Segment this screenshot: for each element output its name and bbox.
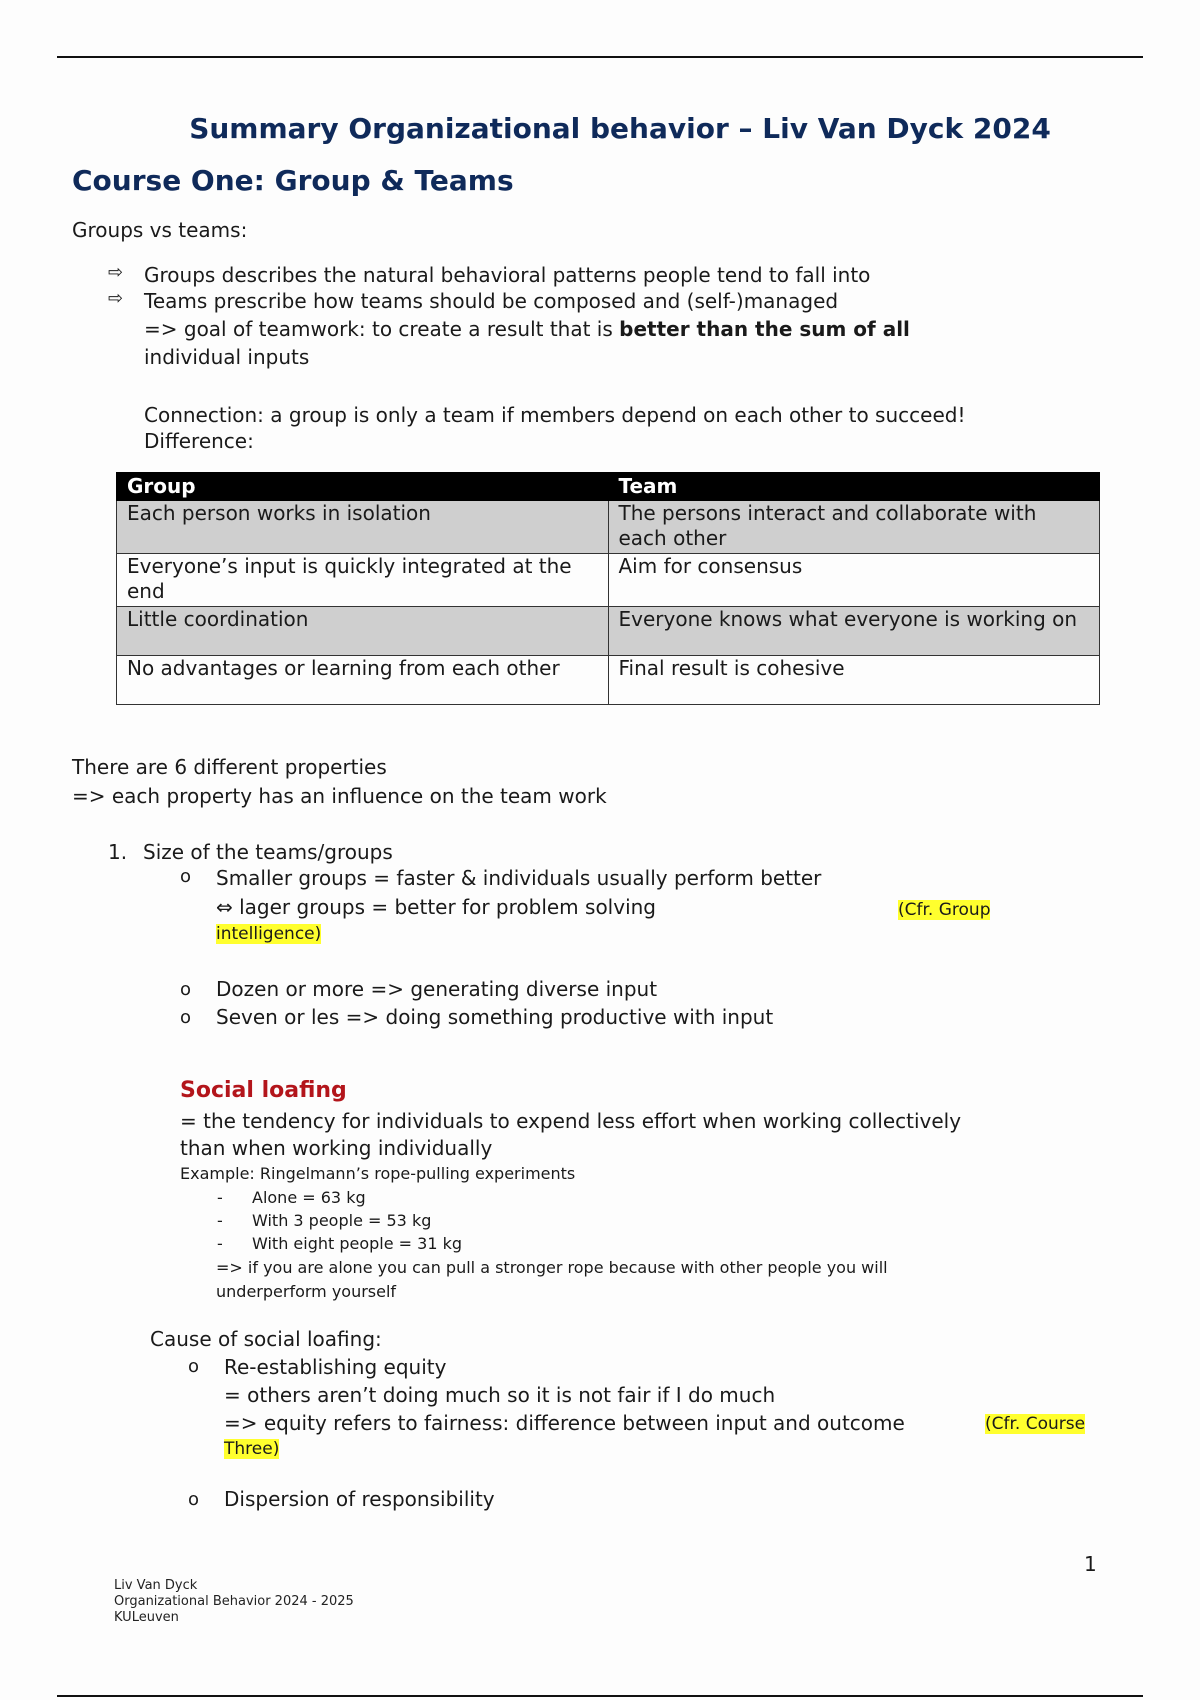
table-cell: Each person works in isolation [117,501,609,554]
dash-bullet-icon: - [217,1188,223,1207]
cfr-highlight: intelligence) [216,924,322,944]
bullet-groups: Groups describes the natural behavioral patterns people tend to fall into [144,263,871,287]
loafing-example: Example: Ringelmann’s rope-pulling experiments [180,1164,576,1183]
goal-bold: better than the sum of all [619,317,910,341]
properties-line2: => each property has an influence on the team work [72,784,607,808]
table-cell: Everyone knows what everyone is working on [608,607,1100,656]
loafing-definition: = the tendency for individuals to expend less effort when working collectively [180,1109,962,1133]
circle-bullet-icon: o [180,979,192,1000]
size-heading: Size of the teams/groups [143,840,393,864]
list-number: 1. [108,840,128,864]
intro-text: Groups vs teams: [72,218,248,242]
cfr-highlight: (Cfr. Course [985,1414,1086,1434]
footer-university: KULeuven [114,1610,179,1625]
table-row [117,501,1100,554]
table-cell: The persons interact and collaborate with each other [608,501,1100,554]
footer-course: Organizational Behavior 2024 - 2025 [114,1594,354,1609]
cfr-highlight: Three) [224,1439,280,1459]
group-vs-team-table [116,472,1100,705]
page-number: 1 [1084,1552,1097,1576]
size-item-seven: Seven or les => doing something productive with input [216,1005,774,1029]
dash-bullet-icon: - [217,1234,223,1253]
table-header-row [117,473,1100,501]
dash-bullet-icon: - [217,1211,223,1230]
loafing-conclusion-cont: underperform yourself [216,1282,397,1301]
loafing-definition-cont: than when working individually [180,1136,493,1160]
size-item-dozen: Dozen or more => generating diverse input [216,977,658,1001]
circle-bullet-icon: o [180,1007,192,1028]
size-item-smaller: Smaller groups = faster & individuals usually perform better [216,866,822,890]
cause-equity-explain: = others aren’t doing much so it is not fair if I do much [224,1383,776,1407]
top-rule [57,56,1143,58]
table-row [117,554,1100,607]
cause-equity: Re-establishing equity [224,1355,447,1379]
circle-bullet-icon: o [188,1489,200,1510]
social-loafing-heading: Social loafing [180,1078,347,1103]
page-footer [114,1578,354,1626]
cause-dispersion: Dispersion of responsibility [224,1487,495,1511]
document-title: Summary Organizational behavior – Liv Van Dyck 2024 [189,112,1051,145]
example-item: With eight people = 31 kg [252,1234,463,1253]
bullet-teams: Teams prescribe how teams should be composed and (self-)managed [144,289,839,313]
course-heading: Course One: Group & Teams [72,164,514,197]
cfr-highlight: (Cfr. Group [898,900,991,920]
loafing-conclusion: => if you are alone you can pull a stronger rope because with other people you will [216,1258,888,1277]
goal-suffix: individual inputs [144,345,310,369]
example-item: With 3 people = 53 kg [252,1211,432,1230]
difference-label: Difference: [144,429,254,453]
footer-author: Liv Van Dyck [114,1578,198,1593]
size-item-larger: ⇔ lager groups = better for problem solving [216,895,656,919]
example-item: Alone = 63 kg [252,1188,366,1207]
table-cell: Little coordination [117,607,609,656]
arrow-bullet-icon: ⇨ [108,262,124,283]
cause-heading: Cause of social loafing: [150,1327,382,1351]
table-row [117,656,1100,705]
header-team: Team [608,473,1100,501]
table-cell: No advantages or learning from each other [117,656,609,705]
table-cell: Final result is cohesive [608,656,1100,705]
arrow-bullet-icon: ⇨ [108,288,124,309]
table-cell: Aim for consensus [608,554,1100,607]
connection-text: Connection: a group is only a team if members depend on each other to succeed! [144,403,966,427]
goal-text: => goal of teamwork: to create a result that is [144,317,620,341]
circle-bullet-icon: o [188,1356,200,1377]
goal-line [144,315,910,343]
cause-equity-fairness: => equity refers to fairness: difference between input and outcome [224,1411,905,1435]
table-cell: Everyone’s input is quickly integrated at the end [117,554,609,607]
bottom-rule [57,1695,1143,1697]
header-group: Group [117,473,609,501]
properties-line1: There are 6 different properties [72,755,387,779]
circle-bullet-icon: o [180,866,192,887]
table-row [117,607,1100,656]
